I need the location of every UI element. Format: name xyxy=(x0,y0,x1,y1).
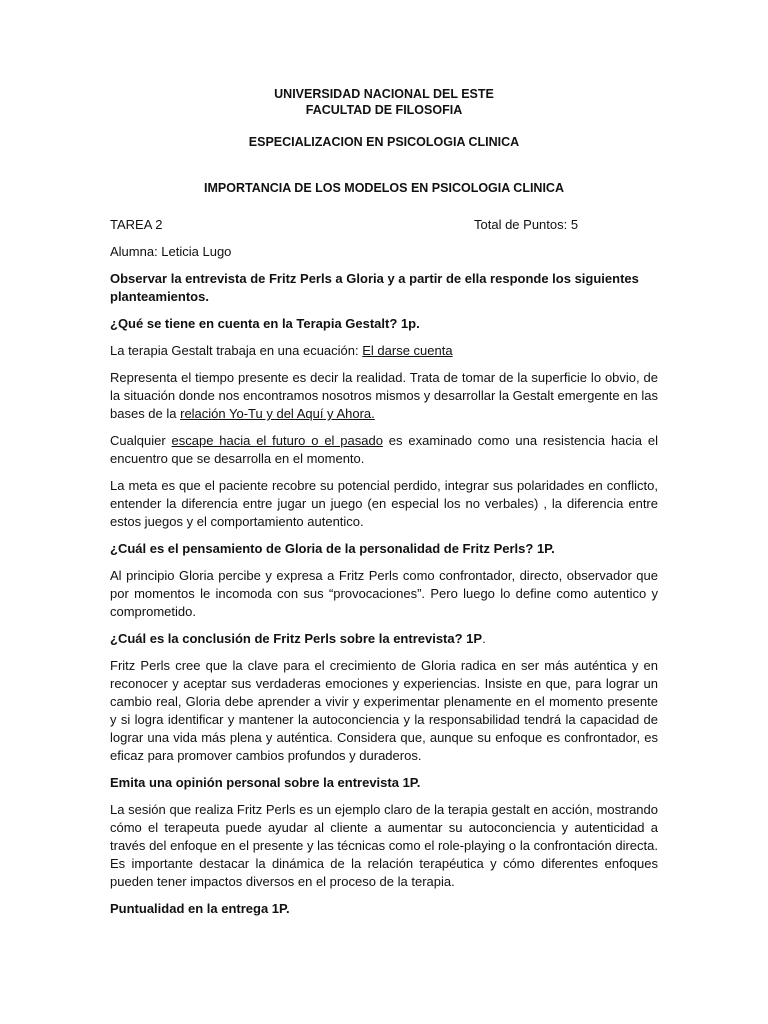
answer-1-present xyxy=(110,369,658,423)
answer-1-equation-term: El darse cuenta xyxy=(362,343,453,358)
answer-1-escape-term: escape hacia el futuro o el pasado xyxy=(171,433,383,448)
question-3-text: ¿Cuál es la conclusión de Fritz Perls sobre la entrevista? 1P xyxy=(110,631,483,646)
subject-title: IMPORTANCIA DE LOS MODELOS EN PSICOLOGIA CLINICA xyxy=(204,181,564,195)
answer-1-escape-prefix: Cualquier xyxy=(110,433,172,448)
question-5: Puntualidad en la entrega 1P. xyxy=(110,901,290,916)
faculty-heading: FACULTAD DE FILOSOFIA xyxy=(305,103,463,117)
answer-4: La sesión que realiza Fritz Perls es un ejemplo claro de la terapia gestalt en acción, mostrando cómo el terapeuta puede ayudar al cliente a aumentar su autoconciencia y autenticidad a través del enfoque en el presente y las técnicas como el role-playing o la confrontación directa. Es importante destacar la dinámica de la relación terapéutica y cómo diferentes enfoques pueden tener impactos diversos en el proceso de la terapia. xyxy=(110,802,658,889)
question-1: ¿Qué se tiene en cuenta en la Terapia Gestalt? 1p. xyxy=(110,316,420,331)
question-3-period: . xyxy=(482,631,486,646)
instructions: Observar la entrevista de Fritz Perls a Gloria y a partir de ella responde los siguientes planteamientos. xyxy=(110,271,639,304)
answer-3: Fritz Perls cree que la clave para el crecimiento de Gloria radica en ser más auténtica y en reconocer y aceptar sus verdaderas emociones y experiencias. Insiste en que, para lograr un cambio real, Gloria debe aprender a vivir y experimentar plenamente en el momento presente y si logra identificar y mantener la autoconciencia y la responsabilidad tendrá la capacidad de lograr una vida más plena y auténtica. Considera que, aunque su enfoque es confrontador, es eficaz para promover cambios profundos y duraderos. xyxy=(110,658,658,763)
task-row xyxy=(110,216,658,234)
answer-1-escape xyxy=(110,432,658,468)
university-heading: UNIVERSIDAD NACIONAL DEL ESTE xyxy=(274,87,494,101)
question-4: Emita una opinión personal sobre la entrevista 1P. xyxy=(110,775,421,790)
specialization-heading: ESPECIALIZACION EN PSICOLOGIA CLINICA xyxy=(248,135,520,149)
total-points: Total de Puntos: 5 xyxy=(474,217,579,232)
student-name: Alumna: Leticia Lugo xyxy=(110,244,232,259)
question-2: ¿Cuál es el pensamiento de Gloria de la personalidad de Fritz Perls? 1P. xyxy=(110,541,555,556)
answer-1-goal: La meta es que el paciente recobre su potencial perdido, integrar sus polaridades en conflicto, entender la diferencia entre jugar un juego (en especial los no verbales) , la diferencia entre estos juegos y el comportamiento autentico. xyxy=(110,478,658,529)
answer-2: Al principio Gloria percibe y expresa a Fritz Perls como confrontador, directo, observador que por momentos le incomoda con sus “provocaciones”. Pero luego lo define como autentico y comprometido. xyxy=(110,568,658,619)
answer-1-equation xyxy=(110,342,658,360)
answer-1-present-term: relación Yo-Tu y del Aquí y Ahora. xyxy=(180,406,375,421)
question-3 xyxy=(110,630,658,648)
answer-1-escape-suffix: es examinado como una resistencia hacia el encuentro que se desarrolla en el momento. xyxy=(110,433,658,466)
task-label: TAREA 2 xyxy=(110,217,163,232)
document-body xyxy=(110,86,658,918)
answer-1-equation-text: La terapia Gestalt trabaja en una ecuación: xyxy=(110,343,363,358)
answer-1-present-text: Representa el tiempo presente es decir la realidad. Trata de tomar de la superficie lo obvio, de la situación donde nos encontramos nosotros mismos y desarrollar la Gestalt emergente en las bases de la xyxy=(110,370,658,421)
